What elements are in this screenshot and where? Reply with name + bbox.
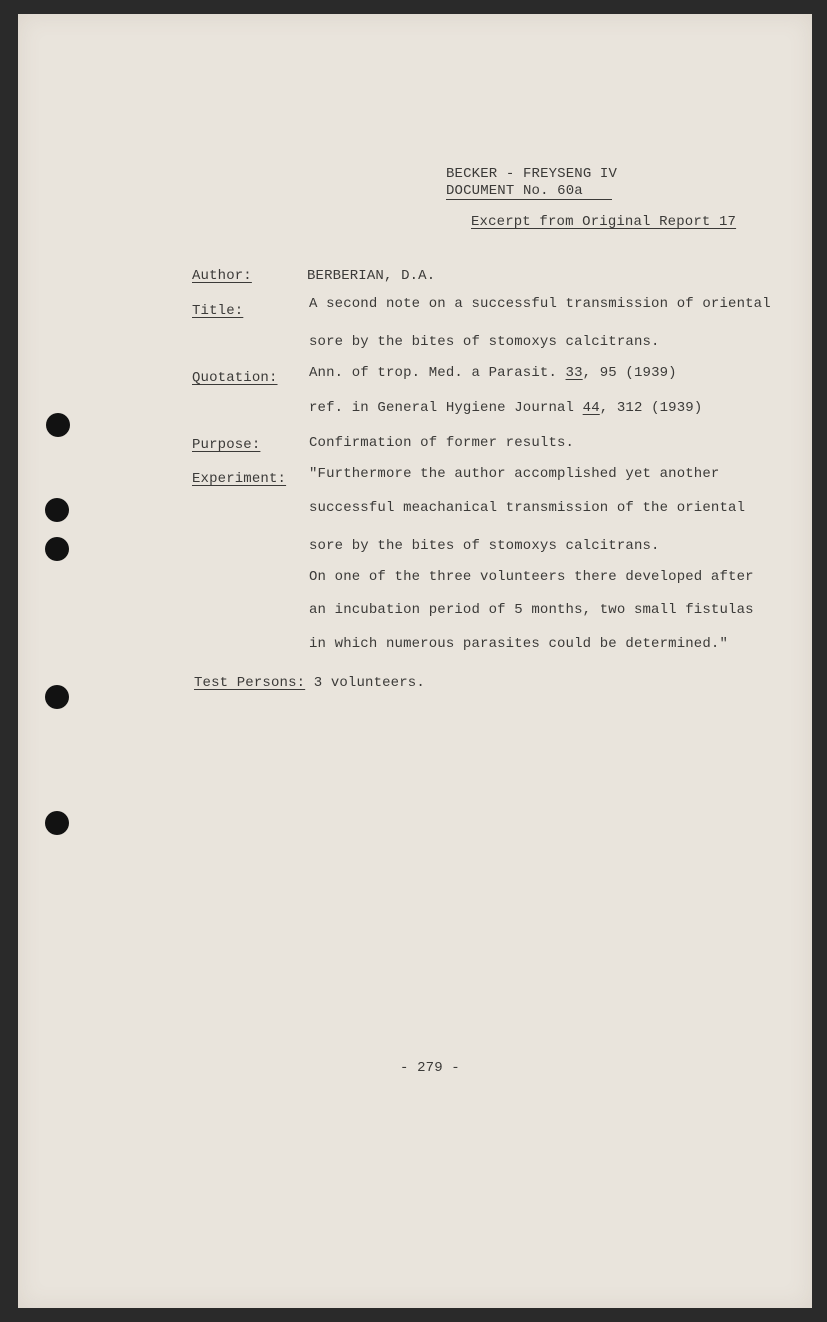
purpose-value: Confirmation of former results. bbox=[309, 435, 575, 451]
quotation-volume: 44 bbox=[582, 400, 600, 416]
punch-hole bbox=[45, 811, 69, 835]
quotation-pages: , 95 (1939) bbox=[582, 365, 677, 381]
punch-hole bbox=[46, 413, 70, 437]
excerpt-heading: Excerpt from Original Report 17 bbox=[471, 214, 737, 230]
experiment-line: On one of the three volunteers there developed after bbox=[309, 569, 754, 585]
punch-hole bbox=[45, 685, 69, 709]
experiment-line: "Furthermore the author accomplished yet another bbox=[309, 466, 720, 482]
punch-hole bbox=[45, 537, 69, 561]
document-number-underline bbox=[446, 199, 612, 200]
experiment-line: sore by the bites of stomoxys calcitrans. bbox=[309, 538, 660, 554]
quotation-source: ref. in General Hygiene Journal bbox=[309, 400, 583, 416]
document-number-prefix: DOCUMENT No. bbox=[446, 183, 558, 199]
document-number bbox=[446, 183, 583, 199]
author-label: Author: bbox=[192, 268, 252, 284]
punch-hole bbox=[45, 498, 69, 522]
quotation-label: Quotation: bbox=[192, 370, 278, 386]
experiment-line: an incubation period of 5 months, two small fistulas bbox=[309, 602, 754, 618]
quotation-line bbox=[309, 400, 702, 416]
test-persons-value: 3 volunteers. bbox=[305, 675, 425, 691]
purpose-label: Purpose: bbox=[192, 437, 261, 453]
quotation-pages: , 312 (1939) bbox=[599, 400, 703, 416]
test-persons-row bbox=[194, 675, 425, 691]
test-persons-label: Test Persons: bbox=[194, 675, 306, 691]
title-label: Title: bbox=[192, 303, 244, 319]
quotation-line bbox=[309, 365, 677, 381]
page-number: - 279 - bbox=[400, 1060, 460, 1076]
quotation-volume: 33 bbox=[565, 365, 583, 381]
quotation-source: Ann. of trop. Med. a Parasit. bbox=[309, 365, 566, 381]
document-page bbox=[18, 14, 812, 1308]
document-number-value: 60a bbox=[557, 183, 583, 199]
experiment-line: successful meachanical transmission of the oriental bbox=[309, 500, 746, 516]
title-line: sore by the bites of stomoxys calcitrans. bbox=[309, 334, 660, 350]
author-value: BERBERIAN, D.A. bbox=[307, 268, 436, 284]
document-series: BECKER - FREYSENG IV bbox=[446, 166, 618, 182]
experiment-label: Experiment: bbox=[192, 471, 287, 487]
experiment-line: in which numerous parasites could be determined." bbox=[309, 636, 729, 652]
title-line: A second note on a successful transmission of oriental bbox=[309, 296, 771, 312]
